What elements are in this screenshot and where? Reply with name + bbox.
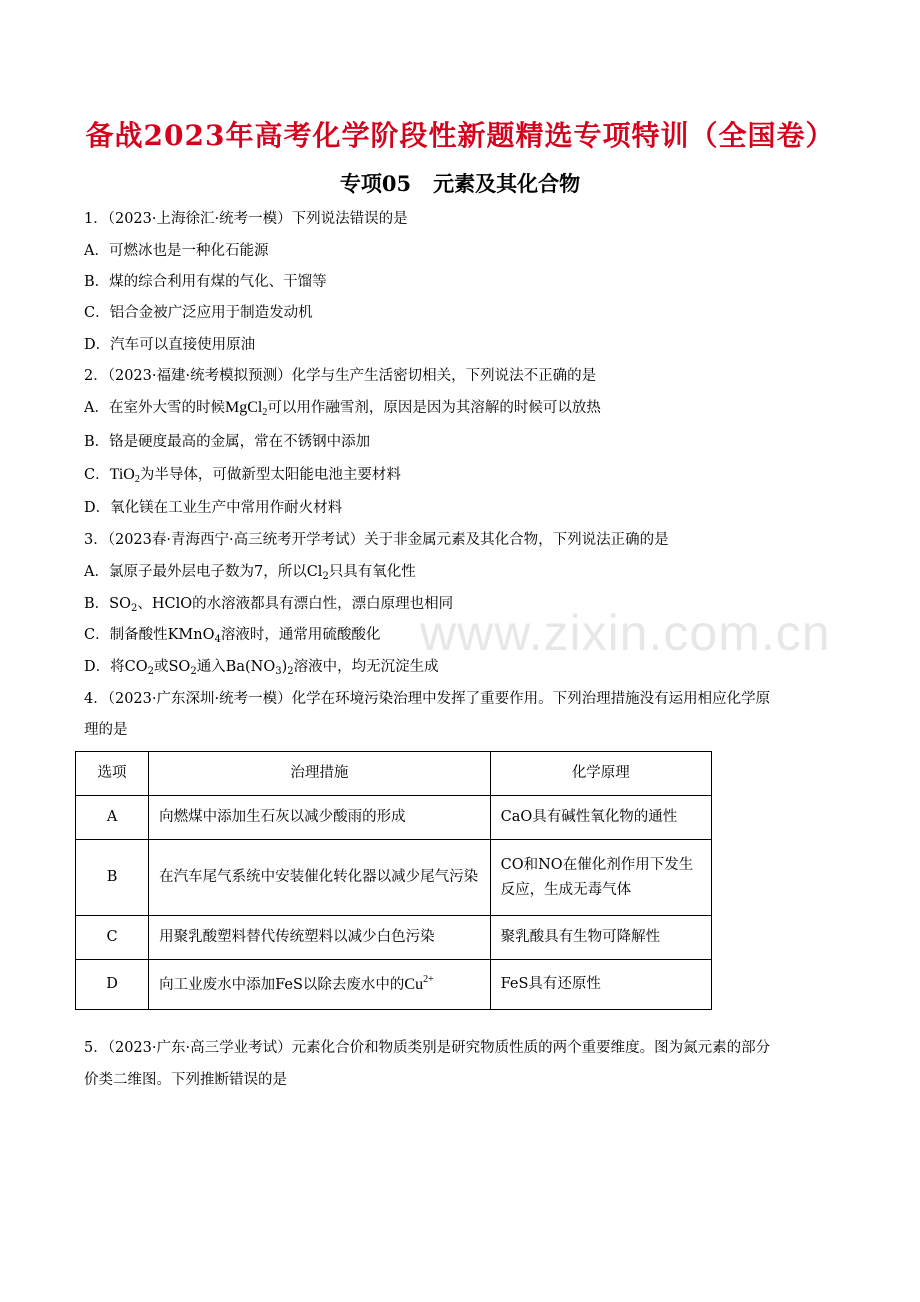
q2-option-d: D．氧化镁在工业生产中常用作耐火材料	[84, 500, 343, 516]
table-row	[76, 840, 712, 916]
row-principle: CaO具有碱性氧化物的通性	[490, 796, 711, 840]
table-row	[76, 960, 712, 1010]
q3-option-c: C．制备酸性KMnO$_4$溶液时，通常用硫酸酸化	[84, 627, 381, 645]
row-measure: 在汽车尾气系统中安装催化转化器以减少尾气污染	[149, 840, 491, 916]
q1-option-a: A．可燃冰也是一种化石能源	[84, 243, 269, 259]
q1-option-d: D．汽车可以直接使用原油	[84, 337, 256, 353]
row-principle: CO和NO在催化剂作用下发生反应，生成无毒气体	[490, 840, 711, 916]
q4-stem-line-1: 4．（2023·广东深圳·统考一模）化学在环境污染治理中发挥了重要作用。下列治理措施没有运用相应化学原	[84, 691, 771, 707]
q3-option-d: D．将$CO_2$或$SO_2$通入$Ba(NO_3)_2$溶液中，均无沉淀生成	[84, 659, 439, 677]
mgcl2-formula: MgCl$_2$	[224, 399, 268, 418]
row-measure: 向工业废水中添加FeS以除去废水中的$Cu^{2+}$	[149, 960, 491, 1010]
tio2-formula: TiO$_2$	[109, 466, 140, 485]
cu2plus-formula: $Cu^{2+}$	[404, 973, 434, 993]
q1-stem: 1．（2023·上海徐汇·统考一模）下列说法错误的是	[84, 211, 408, 227]
table-row	[76, 916, 712, 960]
row-option: C	[76, 916, 149, 960]
q1-option-b: B．煤的综合利用有煤的气化、干馏等	[84, 274, 327, 290]
q5-stem-line-1: 5．（2023·广东·高三学业考试）元素化合价和物质类别是研究物质性质的两个重要维度。图为氮元素的部分	[84, 1040, 771, 1056]
q3-option-a: A．氯原子最外层电子数为7，所以$Cl_2$只具有氧化性	[84, 564, 416, 582]
q2-option-b: B．铬是硬度最高的金属，常在不锈钢中添加	[84, 434, 371, 450]
q2-a-text-2: 可以用作融雪剂，原因是因为其溶解的时候可以放热	[267, 400, 601, 416]
header-principle: 化学原理	[490, 752, 711, 796]
row-option: D	[76, 960, 149, 1010]
row-option: B	[76, 840, 149, 916]
q3-option-b: B．$SO_2$、HClO的水溶液都具有漂白性，漂白原理也相同	[84, 596, 454, 614]
row-principle: 聚乳酸具有生物可降解性	[490, 916, 711, 960]
q2-a-text-1: A．在室外大雪的时候	[84, 400, 225, 416]
document-title: 备战2023年高考化学阶段性新题精选专项特训（全国卷）	[85, 119, 835, 152]
table-row	[76, 796, 712, 840]
q5-stem-line-2: 价类二维图。下列推断错误的是	[84, 1072, 287, 1088]
row-principle: FeS具有还原性	[490, 960, 711, 1010]
q2-option-c: C．TiO$_2$为半导体，可做新型太阳能电池主要材料	[84, 466, 401, 485]
q3-stem: 3．（2023春·青海西宁·高三统考开学考试）关于非金属元素及其化合物，下列说法正确的是	[84, 532, 669, 548]
row-option: A	[76, 796, 149, 840]
subtitle-number: 专项05	[339, 171, 412, 196]
q2-option-a	[84, 397, 601, 419]
section-subtitle	[0, 168, 920, 200]
table-header-row	[76, 752, 712, 796]
subtitle-topic: 元素及其化合物	[433, 171, 581, 196]
watermark: www.zixin.com.cn	[420, 605, 831, 661]
q1-option-c: C．铝合金被广泛应用于制造发动机	[84, 305, 313, 321]
header-measure: 治理措施	[149, 752, 491, 796]
row-measure: 向燃煤中添加生石灰以减少酸雨的形成	[149, 796, 491, 840]
measures-table	[75, 751, 712, 1010]
header-option: 选项	[76, 752, 149, 796]
q2-stem: 2．（2023·福建·统考模拟预测）化学与生产生活密切相关，下列说法不正确的是	[84, 368, 597, 384]
q4-stem-line-2: 理的是	[84, 722, 128, 738]
row-measure: 用聚乳酸塑料替代传统塑料以减少白色污染	[149, 916, 491, 960]
